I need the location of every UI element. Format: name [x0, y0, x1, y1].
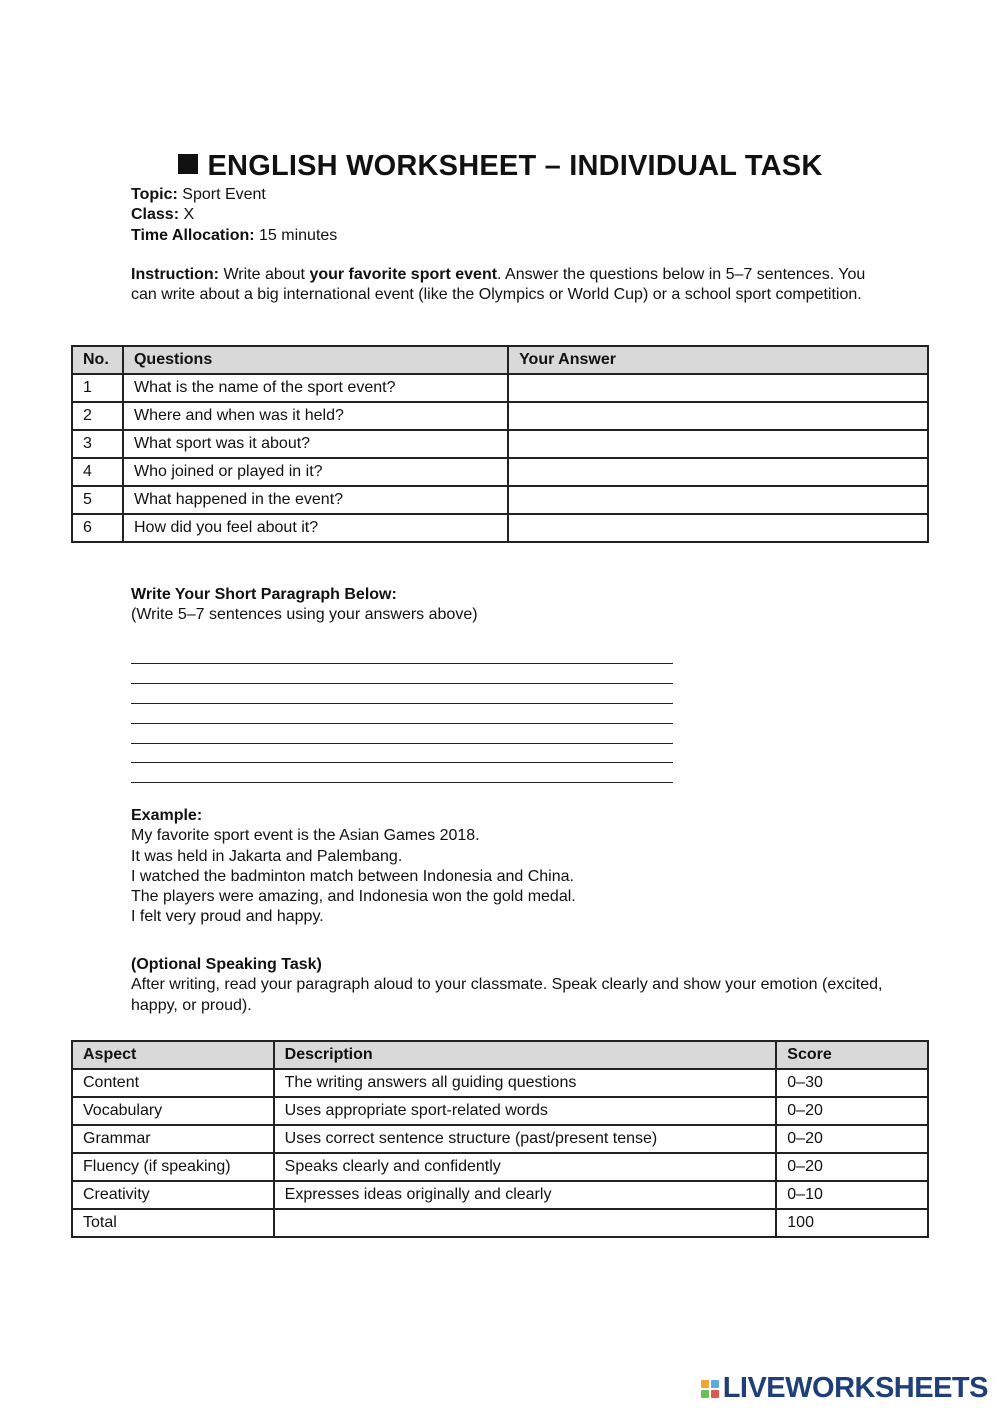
table-row: Total 100 — [72, 1209, 928, 1237]
answer-cell[interactable] — [508, 514, 928, 542]
writing-line[interactable] — [131, 723, 673, 743]
table-row: 3 What sport was it about? — [72, 430, 928, 458]
liveworksheets-logo[interactable] — [701, 1372, 988, 1405]
writing-line[interactable] — [131, 743, 673, 763]
instruction: Instruction: Write about your favorite sport event. Answer the questions below in 5–7 sentences. You can write about a big international event (like the Olympics or World Cup) or a school sport competition. — [131, 266, 866, 304]
example-line: I watched the badminton match between Indonesia and China. — [131, 867, 574, 885]
paragraph-heading: Write Your Short Paragraph Below: (Write 5–7 sentences using your answers above) — [131, 586, 478, 624]
example-line: I felt very proud and happy. — [131, 908, 324, 926]
page-title: ENGLISH WORKSHEET – INDIVIDUAL TASK — [0, 150, 1000, 183]
speaking-task: (Optional Speaking Task) After writing, read your paragraph aloud to your classmate. Speak clearly and show your emotion (excited, happy, or proud). — [131, 956, 883, 1014]
writing-lines[interactable] — [131, 663, 673, 802]
writing-line[interactable] — [131, 703, 673, 723]
class-value: X — [183, 206, 195, 224]
time-value: 15 minutes — [259, 226, 338, 244]
answer-cell[interactable] — [508, 486, 928, 514]
class-label: Class: — [131, 206, 180, 224]
table-row: Grammar Uses correct sentence structure (past/present tense) 0–20 — [72, 1125, 928, 1153]
table-row: 6 How did you feel about it? — [72, 514, 928, 542]
answer-cell[interactable] — [508, 374, 928, 402]
table-row: 4 Who joined or played in it? — [72, 458, 928, 486]
rubric-table — [71, 1040, 929, 1238]
answer-cell[interactable] — [508, 402, 928, 430]
example-line: My favorite sport event is the Asian Games 2018. — [131, 827, 480, 845]
square-bullet-icon — [178, 154, 198, 174]
brand-name: LIVEWORKSHEETS — [722, 1372, 988, 1404]
writing-line[interactable] — [131, 683, 673, 703]
table-row: 2 Where and when was it held? — [72, 402, 928, 430]
header-no: No. — [72, 346, 123, 374]
table-row: Vocabulary Uses appropriate sport-related words 0–20 — [72, 1097, 928, 1125]
header-aspect: Aspect — [72, 1041, 274, 1069]
example-section: Example: My favorite sport event is the Asian Games 2018. It was held in Jakarta and Palembang. I watched the badminton match between Indonesia and China. The players were amazing, and Indonesia won the gold medal. I felt very proud and happy. — [131, 806, 576, 928]
writing-line[interactable] — [131, 782, 673, 802]
table-row: Fluency (if speaking) Speaks clearly and confidently 0–20 — [72, 1153, 928, 1181]
table-row: Content The writing answers all guiding questions 0–30 — [72, 1069, 928, 1097]
table-row: Creativity Expresses ideas originally and clearly 0–10 — [72, 1181, 928, 1209]
topic-label: Topic: — [131, 186, 178, 203]
example-line: The players were amazing, and Indonesia won the gold medal. — [131, 888, 576, 906]
topic-value: Sport Event — [182, 186, 266, 203]
writing-line[interactable] — [131, 663, 673, 683]
writing-line[interactable] — [131, 762, 673, 782]
header-score: Score — [776, 1041, 928, 1069]
answer-cell[interactable] — [508, 458, 928, 486]
table-row: 1 What is the name of the sport event? — [72, 374, 928, 402]
header-questions: Questions — [123, 346, 508, 374]
time-label: Time Allocation: — [131, 226, 255, 244]
liveworksheets-logo-icon — [701, 1380, 719, 1398]
questions-table — [71, 345, 929, 543]
header-your-answer: Your Answer — [508, 346, 928, 374]
header-description: Description — [274, 1041, 777, 1069]
example-line: It was held in Jakarta and Palembang. — [131, 847, 403, 865]
worksheet-meta — [131, 185, 337, 246]
answer-cell[interactable] — [508, 430, 928, 458]
table-row: 5 What happened in the event? — [72, 486, 928, 514]
